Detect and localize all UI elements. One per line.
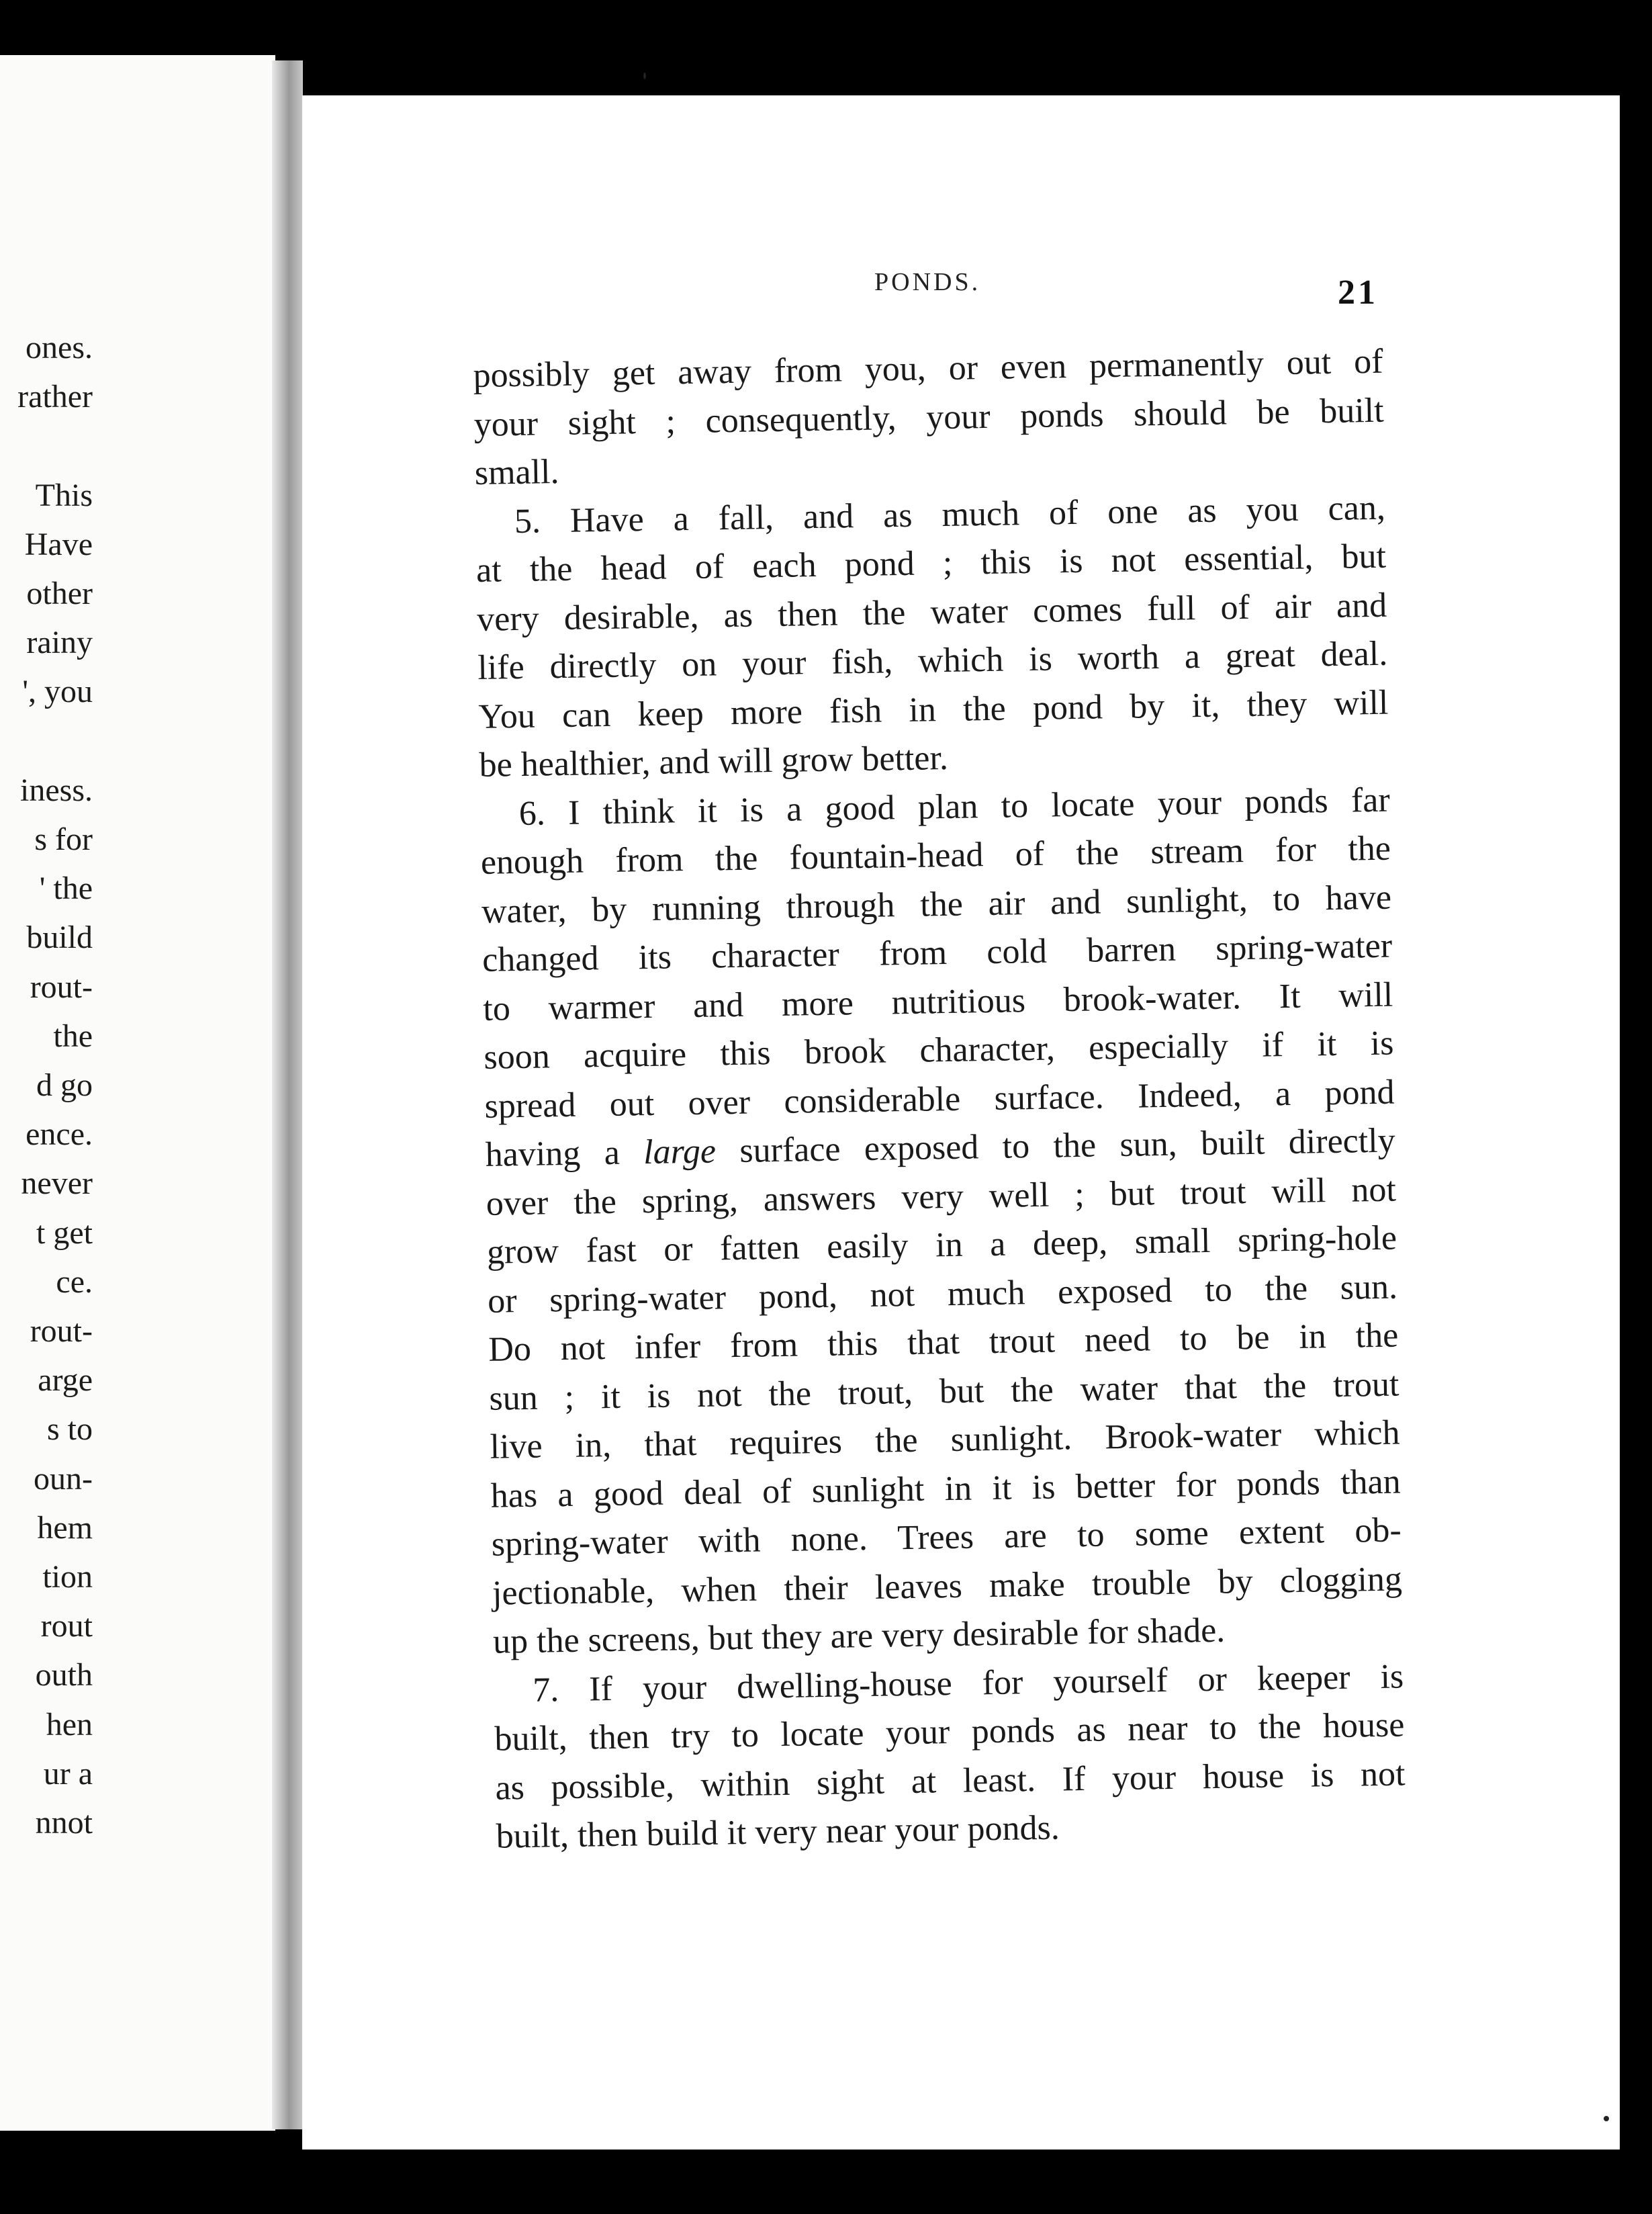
facing-page-line-fragment: hem — [37, 1509, 93, 1546]
text-line: your sight ; consequently, your ponds should be built — [473, 391, 1384, 444]
text-line: built, then build it very near your ponds. — [496, 1808, 1060, 1856]
facing-page-line-fragment: rout- — [30, 969, 93, 1005]
facing-page-line-fragment: rather — [17, 379, 93, 415]
facing-page-line-fragment: s for — [34, 822, 93, 857]
facing-page-line-fragment: ce. — [56, 1264, 93, 1300]
facing-page-line-fragment: never — [21, 1165, 93, 1202]
dust-speck — [643, 73, 646, 79]
text-line: to warmer and more nutritious brook-water. It will — [482, 975, 1393, 1028]
text-line: changed its character from cold barren spring-water — [481, 926, 1393, 979]
running-head: PONDS. — [874, 268, 981, 296]
facing-page-line-fragment: rout — [40, 1608, 93, 1644]
facing-page-line-fragment: iness. — [20, 772, 93, 808]
text-line: soon acquire this brook character, especially if it is — [484, 1024, 1394, 1077]
facing-page-line-fragment: rainy — [26, 625, 93, 661]
facing-page-line-fragment: ', you — [22, 674, 93, 710]
facing-page-line-fragment: outh — [35, 1657, 93, 1693]
text-line: Do not infer from this that trout need to be in the — [488, 1316, 1399, 1369]
text-line: You can keep more fish in the pond by it, they will — [478, 683, 1389, 736]
text-line: sun ; it is not the trout, but the water that the trout — [489, 1365, 1399, 1418]
facing-page-line-fragment: t get — [36, 1214, 93, 1251]
text-line: over the spring, answers very well ; but trout will not — [486, 1170, 1397, 1223]
facing-page-line-fragment: This — [35, 477, 93, 513]
facing-page-line-fragment: d go — [36, 1067, 93, 1103]
facing-page-line-fragment: s to — [46, 1411, 93, 1448]
text-line: spring-water with none. Trees are to some extent ob- — [491, 1511, 1402, 1564]
text-line: as possible, within sight at least. If your house is not — [495, 1754, 1406, 1808]
text-line: having a large surface exposed to the sun, built directly — [485, 1121, 1396, 1174]
book-gutter-shadow — [272, 60, 303, 2129]
text-line: at the head of each pond ; this is not essential, but — [475, 537, 1387, 590]
facing-page-line-fragment: oun- — [34, 1460, 93, 1497]
text-line: life directly on your fish, which is worth a great deal. — [477, 634, 1388, 687]
text-line: 6. I think it is a good plan to locate your ponds far — [518, 781, 1391, 833]
facing-page-line-fragment: ence. — [26, 1116, 93, 1153]
text-line: 5. Have a fall, and as much of one as you can, — [514, 488, 1386, 541]
text-line: possibly get away from you, or even permanently out of — [473, 342, 1383, 395]
text-line: built, then try to locate your ponds as near to the house — [494, 1706, 1405, 1759]
facing-page-line-fragment: other — [26, 576, 93, 611]
text-line: jectionable, when their leaves make trouble by clogging — [492, 1559, 1403, 1613]
text-line: enough from the fountain-head of the stream for the — [480, 829, 1391, 882]
text-line: or spring-water pond, not much exposed to the sun. — [487, 1268, 1398, 1321]
facing-page-line-fragment: nnot — [35, 1805, 93, 1841]
text-line: has a good deal of sunlight in it is better for ponds than — [490, 1462, 1402, 1515]
text-line: spread out over considerable surface. Indeed, a pond — [484, 1073, 1395, 1126]
text-line: very desirable, as then the water comes full of air and — [476, 586, 1387, 639]
text-line: grow fast or fatten easily in a deep, small spring-hole — [486, 1219, 1397, 1272]
page-number: 21 — [1338, 273, 1378, 312]
facing-page-line-fragment: ' the — [39, 871, 93, 907]
page-body-text — [473, 338, 1406, 1862]
facing-page-line-fragment: Have — [24, 526, 93, 562]
dust-speck — [1604, 2116, 1609, 2121]
text-line: small. — [474, 453, 559, 492]
text-line: 7. If your dwelling-house for yourself or keeper is — [532, 1656, 1404, 1710]
facing-page-line-fragment: tion — [42, 1559, 93, 1595]
facing-page-line-fragment: rout- — [30, 1313, 93, 1349]
text-line: up the screens, but they are very desirable for shade. — [492, 1611, 1226, 1661]
text-line: live in, that requires the sunlight. Brook-water which — [490, 1413, 1400, 1466]
facing-page-line-fragment: arge — [38, 1362, 93, 1399]
facing-page-line-fragment: the — [53, 1018, 93, 1054]
facing-page-line-fragment: ones. — [26, 330, 93, 365]
facing-page-line-fragment: build — [26, 920, 93, 956]
facing-page-line-fragment: ur a — [43, 1755, 93, 1791]
facing-page-line-fragment: hen — [46, 1706, 93, 1742]
text-line: be healthier, and will grow better. — [479, 738, 949, 785]
text-line: water, by running through the air and sunlight, to have — [481, 878, 1392, 931]
